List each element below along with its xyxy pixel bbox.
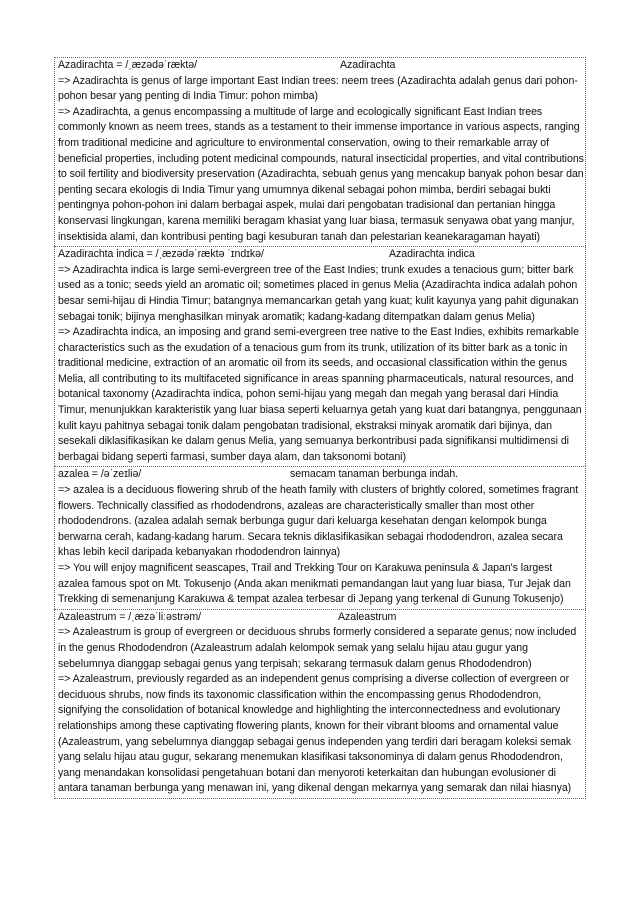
entry-example: => Azadirachta indica, an imposing and grand semi-evergreen tree native to the East Indies, exhibits remarkable characteristics such as the exudation of a tenacious gum from its trunk, utilization of its bitter bark as a tonic in traditional medicine, extraction of an aromatic oil from its seeds, and occasional classification within the genus Melia, all contributing to its multifaceted significance in areas spanning pharmaceuticals, natural resources, and botanical taxonomy (Azadirachta indica, pohon semi-hijau yang megah dan megah yang berasal dari Hindia Timur, menunjukkan karakteristik yang luar biasa seperti keluarnya getah yang kuat dari batangnya, penggunaan kulit kayu pahitnya sebagai tonik dalam pengobatan tradisional, ekstraksi minyak aromatik dari bijinya, dan sesekali diklasifikasikan ke dalam genus Melia, yang semuanya berkontribusi pada signifikansi multidimensi di berbagai bidang seperti farmasi, sumber daya alam, dan taksonomi botani) bbox=[58, 326, 582, 463]
entry-translation: Azadirachta bbox=[340, 59, 396, 71]
entry-definition: => Azaleastrum is group of evergreen or deciduous shrubs formerly considered a separate genus; now included in the genus Rhododendron (Azaleastrum adalah kelompok semak yang selalu hijau atau gugur yang sebelumnya dianggap sebagai genus yang terpisah; sekarang termasuk dalam genus Rhododendron) bbox=[58, 626, 577, 670]
entry-azadirachta-indica bbox=[54, 246, 586, 466]
entry-header bbox=[58, 467, 584, 483]
entry-header bbox=[58, 247, 584, 263]
entry-term: Azadirachta indica = /ˌæzədəˈræktə ˈɪndɪkə/ bbox=[58, 248, 264, 261]
entry-term: azalea = /əˈzeɪliə/ bbox=[58, 468, 142, 481]
entry-header bbox=[58, 610, 584, 626]
entry-translation: Azadirachta indica bbox=[389, 248, 475, 261]
entry-definition: => azalea is a deciduous flowering shrub of the heath family with clusters of brightly colored, sometimes fragrant flowers. Technically classified as rhododendrons, azaleas are characteristically smaller than most other rhododendrons. (azalea adalah semak berbunga gugur dari keluarga kesehatan dengan kelompok bunga berwarna cerah, kadang-kadang harum. Secara teknis diklasifikasikan sebagai rhododendron, azalea secara khas lebih kecil daripada kebanyakan rhododendron lainnya) bbox=[58, 484, 579, 559]
entry-definition: => Azadirachta is genus of large important East Indian trees: neem trees (Azadirachta adalah genus dari pohon-pohon besar yang penting di India Timur: pohon mimba) bbox=[58, 74, 578, 103]
entry-definition: => Azadirachta indica is large semi-evergreen tree of the East Indies; trunk exudes a tenacious gum; bitter bark used as a tonic; seeds yield an aromatic oil; sometimes placed in genus Melia (Azadirachta indica adalah pohon besar semi-hijau di Hindia Timur; batangnya memancarkan getah yang kuat; kulit kayunya yang pahit digunakan sebagai tonik; bijinya menghasilkan minyak aromatik; kadang-kadang ditempatkan dalam genus Melia) bbox=[58, 263, 579, 323]
entry-azadirachta bbox=[54, 57, 586, 246]
entry-example: => You will enjoy magnificent seascapes, Trail and Trekking Tour on Karakuwa peninsula & Japan's largest azalea famous spot on Mt. Tokusenjo (Anda akan menikmati pemandangan laut yang luar biasa, Tur Jejak dan Trekking di semenanjung Karakuwa & tempat azalea terbesar di Jepang yang terkenal di Gunung Tokusenjo) bbox=[58, 562, 571, 606]
dictionary-page bbox=[54, 57, 586, 799]
entry-translation: semacam tanaman berbunga indah. bbox=[290, 468, 459, 481]
entry-azaleastrum bbox=[54, 609, 586, 799]
entry-term: Azadirachta = /ˌæzədəˈræktə/ bbox=[58, 59, 198, 71]
entry-header bbox=[58, 58, 584, 74]
entry-example: => Azadirachta, a genus encompassing a multitude of large and ecologically significant East Indian trees commonly known as neem trees, stands as a testament to their immense importance in various aspects, ranging from traditional medicine and agriculture to environmental conservation, owing to their remarkable array of beneficial properties, including potent medicinal compounds, natural insecticidal properties, and vital contributions to soil fertility and biodiversity preservation (Azadirachta, sebuah genus yang mencakup banyak pohon besar dan penting secara ekologis di India Timur yang umumnya dikenal sebagai pohon mimba, berdiri sebagai bukti pentingnya pohon-pohon ini dalam berbagai aspek, mulai dari pengobatan tradisional dan pertanian hingga konservasi lingkungan, karena memiliki beragam khasiat yang luar biasa, termasuk senyawa obat yang manjur, insektisida alami, dan kontribusi penting bagi kesuburan tanah dan pelestarian keanekaragaman hayati) bbox=[58, 105, 584, 243]
entry-example: => Azaleastrum, previously regarded as an independent genus comprising a diverse collection of evergreen or deciduous shrubs, now finds its taxonomic classification within the encompassing genus Rhododendron, signifying the consolidation of botanical knowledge and highlighting the interconnectedness and evolutionary relationships among these captivating flowering plants, known for their vibrant blooms and ornamental value (Azaleastrum, yang sebelumnya dianggap sebagai genus independen yang terdiri dari beragam koleksi semak yang selalu hijau atau gugur, sekarang menemukan klasifikasi taksonominya di dalam genus Rhododendron, yang menandakan konsolidasi pengetahuan botani dan menyoroti keterkaitan dan hubungan evolusioner di antara tanaman berbunga yang menawan ini, yang dikenal dengan mekarnya yang semarak dan nilai hiasnya) bbox=[58, 673, 572, 795]
entry-translation: Azaleastrum bbox=[338, 610, 397, 623]
entry-term: Azaleastrum = /ˌæzəˈliːəstrəm/ bbox=[58, 610, 202, 623]
entry-azalea bbox=[54, 466, 586, 608]
